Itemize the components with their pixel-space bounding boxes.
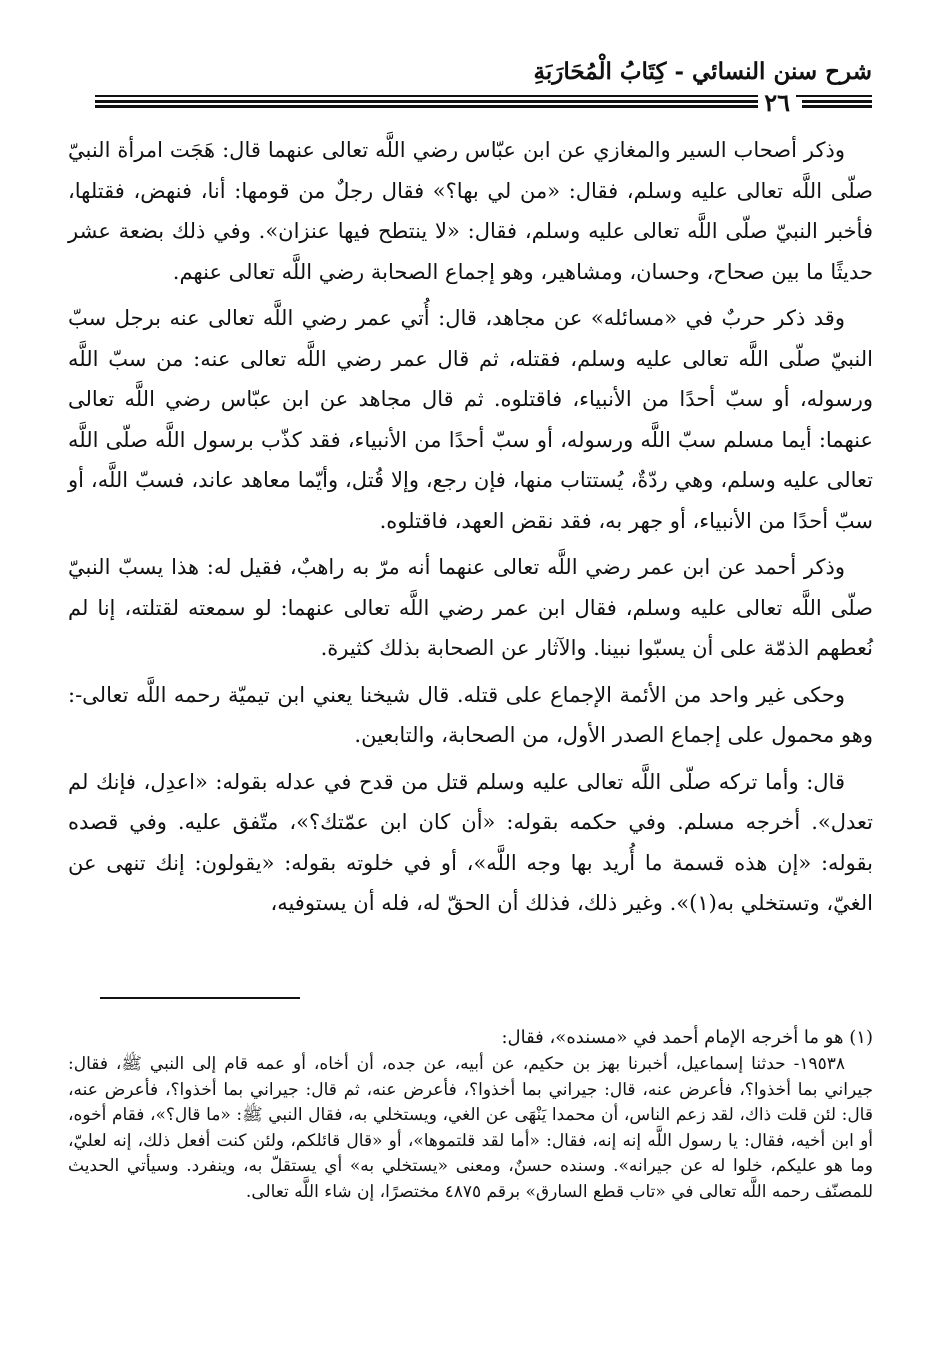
- footnote-separator: [100, 997, 300, 999]
- footnote-body: ١٩٥٣٨- حدثنا إسماعيل، أخبرنا بهز بن حكيم، عن أبيه، عن جده، أن أخاه، أو عمه قام إلى النبي ﷺ، فقال: جيراني بما أخذوا؟، فأعرض عنه، قال: جيراني بما أخذوا؟، فأعرض عنه، ثم قال: جيراني بما أخذوا؟، فأعرض عنه، قال: لئن قلت ذاك، لقد زعم الناس، أن محمدا يَنْهَى عن الغي، ويستخلي به، فقال النبي ﷺ: «ما قال؟»، فقام أخوه، أو ابن أخيه، فقال: يا رسول اللَّه إنه إنه، فقال: «أما لقد قلتموها»، أو «قال قائلكم، ولئن كنت أفعل ذلك، إنه لعليّ، وما هو عليكم، خلوا له عن جيرانه». وسنده حسنٌ، ومعنى «يستخلي به» أي يستقلّ به، وينفرد. وسيأتي الحديث للمصنّف رحمه اللَّه تعالى في «تاب قطع السارق» برقم ٤٨٧٥ مختصرًا، إن شاء اللَّه تعالى.: [68, 1054, 873, 1202]
- paragraph: وذكر أحمد عن ابن عمر رضي اللَّه تعالى عنهما أنه مرّ به راهبٌ، فقيل له: هذا يسبّ النبيّ صلّى اللَّه تعالى عليه وسلم، فقال ابن عمر رضي اللَّه تعالى عنهما: لو سمعته لقتلته، إنا لم نُعطهم الذمّة على أن يسبّوا نبينا. والآثار عن الصحابة بذلك كثيرة.: [68, 555, 873, 660]
- paragraph: وذكر أصحاب السير والمغازي عن ابن عبّاس رضي اللَّه تعالى عنهما قال: هَجَت امرأة النبيّ صلّى اللَّه تعالى عليه وسلم، فقال: «من لي بها؟» فقال رجلٌ من قومها: أنا، فنهض، فقتلها، فأخبر النبيّ صلّى اللَّه تعالى عليه وسلم، فقال: «لا ينتطح فيها عنزان». وفي ذلك بضعة عشر حديثًا ما بين صحاح، وحسان، ومشاهير، وهو إجماع الصحابة رضي اللَّه تعالى عنهم.: [68, 138, 873, 284]
- page-number: ٢٦: [758, 88, 796, 117]
- header-double-rule: [95, 100, 760, 108]
- footnote-title: (١) هو ما أخرجه الإمام أحمد في «مسنده»، فقال:: [501, 1027, 873, 1048]
- header-double-rule-right: [802, 100, 872, 108]
- footnotes: [68, 1025, 873, 1206]
- header-rule: [95, 95, 872, 97]
- paragraph: وحكى غير واحد من الأئمة الإجماع على قتله. قال شيخنا يعني ابن تيميّة رحمه اللَّه تعالى-: وهو محمول على إجماع الصدر الأول، من الصحابة، والتابعين.: [68, 682, 873, 747]
- paragraph: وقد ذكر حربٌ في «مسائله» عن مجاهد، قال: أُتي عمر رضي اللَّه تعالى عنه برجل سبّ النبيّ صلّى اللَّه تعالى عليه وسلم، فقتله، ثم قال عمر رضي اللَّه تعالى عنه: من سبّ اللَّه ورسوله، أو سبّ أحدًا من الأنبياء، فاقتلوه. ثم قال مجاهد عن ابن عبّاس رضي اللَّه تعالى عنهما: أيما مسلم سبّ اللَّه ورسوله، أو سبّ أحدًا من الأنبياء، فقد كذّب برسول اللَّه صلّى اللَّه تعالى عليه وسلم، وهي ردّةٌ، يُستتاب منها، فإن رجع، وإلا قُتل، وأيّما معاهد عاند، فسبّ اللَّه، أو سبّ أحدًا من الأنبياء، أو جهر به، فقد نقض العهد، فاقتلوه.: [68, 306, 873, 533]
- main-text: [68, 130, 873, 930]
- paragraph: قال: وأما تركه صلّى اللَّه تعالى عليه وسلم قتل من قدح في عدله بقوله: «اعدِل، فإنك لم تعدل». أخرجه مسلم. وفي حكمه بقوله: «أن كان ابن عمّتك؟»، متّفق عليه. وفي قصده بقوله: «إن هذه قسمة ما أُريد بها وجه اللَّه»، أو في خلوته بقوله: «يقولون: إنك تنهى عن الغيّ، وتستخلي به(١)». وغير ذلك، فذلك أن الحقّ له، فله أن يستوفيه،: [68, 769, 873, 915]
- running-header: [95, 52, 872, 117]
- header-title: شرح سنن النسائي - كِتَابُ الْمُحَارَبَةِ: [533, 58, 872, 85]
